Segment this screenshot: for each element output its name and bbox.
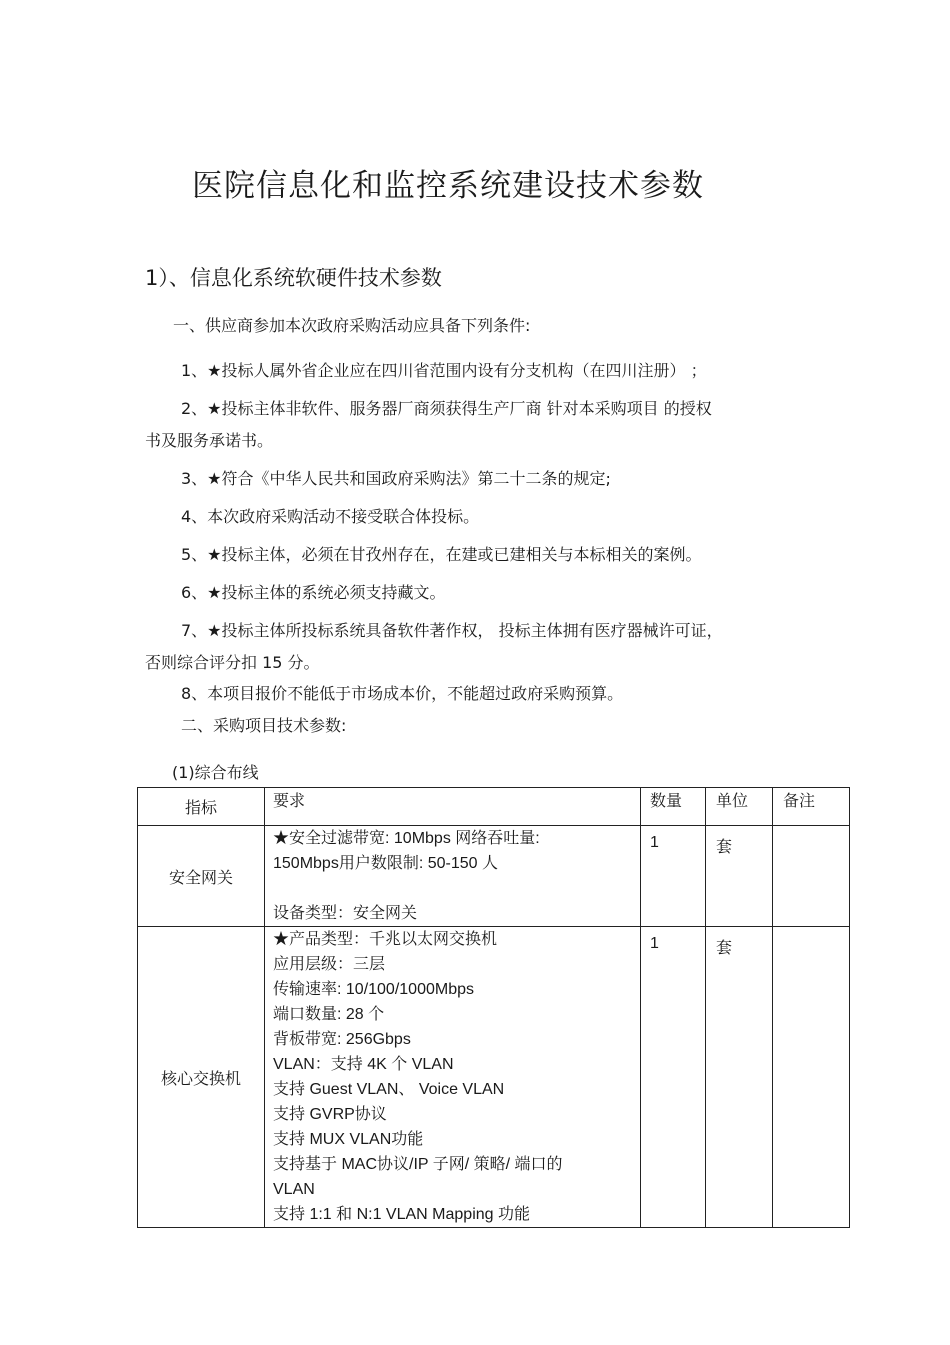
spec-table <box>137 787 850 1228</box>
row-remark <box>773 927 850 1228</box>
condition-3: 3、★符合《中华人民共和国政府采购法》第二十二条的规定; <box>181 469 611 488</box>
intro-text: 一、供应商参加本次政府采购活动应具备下列条件: <box>173 316 531 335</box>
condition-7: 7、★投标主体所投标系统具备软件著作权， 投标主体拥有医疗器械许可证， <box>181 621 723 640</box>
condition-2: 2、★投标主体非软件、服务器厂商须获得生产厂商 针对本采购项目 的授权 <box>181 399 712 418</box>
section-two-heading: 二、采购项目技术参数: <box>181 716 347 735</box>
requirement-line: 支持 1:1 和 N:1 VLAN Mapping 功能 <box>273 1206 530 1223</box>
condition-4: 4、本次政府采购活动不接受联合体投标。 <box>181 507 480 526</box>
subsection-heading: (1)综合布线 <box>172 763 259 782</box>
unit-value: 套 <box>716 839 733 856</box>
quantity-value: 1 <box>650 935 659 952</box>
requirement-line: 支持 Guest VLAN、 Voice VLAN <box>273 1081 505 1098</box>
row-requirements <box>265 927 641 1228</box>
condition-2-cont: 书及服务承诺书。 <box>145 431 274 450</box>
requirement-line: 支持 MUX VLAN功能 <box>273 1131 424 1148</box>
section-heading: 1）、信息化系统软硬件技术参数 <box>145 266 442 290</box>
row-unit <box>706 826 773 927</box>
requirement-line: VLAN <box>273 1181 315 1198</box>
condition-8: 8、本项目报价不能低于市场成本价，不能超过政府采购预算。 <box>181 684 624 703</box>
requirement-line: VLAN：支持 4K 个 VLAN <box>273 1056 454 1073</box>
header-quantity: 数量 <box>641 788 706 826</box>
header-indicator: 指标 <box>138 788 265 826</box>
requirement-line: 150Mbps用户数限制: 50-150 人 <box>273 855 498 872</box>
row-remark <box>773 826 850 927</box>
row-indicator: 安全网关 <box>138 826 265 927</box>
requirement-line: ★安全过滤带宽: 10Mbps 网络吞吐量: <box>273 830 540 847</box>
requirement-line: 应用层级：三层 <box>273 956 386 973</box>
requirement-line: ★产品类型：千兆以太网交换机 <box>273 931 498 948</box>
condition-6: 6、★投标主体的系统必须支持藏文。 <box>181 583 446 602</box>
requirement-line: 端口数量: 28 个 <box>273 1006 385 1023</box>
table-header-row <box>138 788 850 826</box>
document-title: 医院信息化和监控系统建设技术参数 <box>192 168 704 204</box>
quantity-value: 1 <box>650 834 659 851</box>
header-unit: 单位 <box>706 788 773 826</box>
unit-value: 套 <box>716 940 733 957</box>
header-requirements: 要求 <box>265 788 641 826</box>
condition-7-cont: 否则综合评分扣 15 分。 <box>145 653 320 672</box>
table-row <box>138 927 850 1228</box>
condition-5: 5、★投标主体，必须在甘孜州存在，在建或已建相关与本标相关的案例。 <box>181 545 702 564</box>
requirement-line: 支持 GVRP协议 <box>273 1106 387 1123</box>
header-remark: 备注 <box>773 788 850 826</box>
requirement-line: 背板带宽: 256Gbps <box>273 1031 411 1048</box>
row-requirements <box>265 826 641 927</box>
row-quantity <box>641 927 706 1228</box>
requirement-line <box>273 876 640 901</box>
row-indicator: 核心交换机 <box>138 927 265 1228</box>
table-row <box>138 826 850 927</box>
requirement-line: 设备类型：安全网关 <box>273 905 418 922</box>
row-unit <box>706 927 773 1228</box>
condition-1: 1、★投标人属外省企业应在四川省范围内设有分支机构（在四川注册） ； <box>181 361 707 380</box>
row-quantity <box>641 826 706 927</box>
requirement-line: 传输速率: 10/100/1000Mbps <box>273 981 474 998</box>
requirement-line: 支持基于 MAC协议/IP 子网/ 策略/ 端口的 <box>273 1156 563 1173</box>
